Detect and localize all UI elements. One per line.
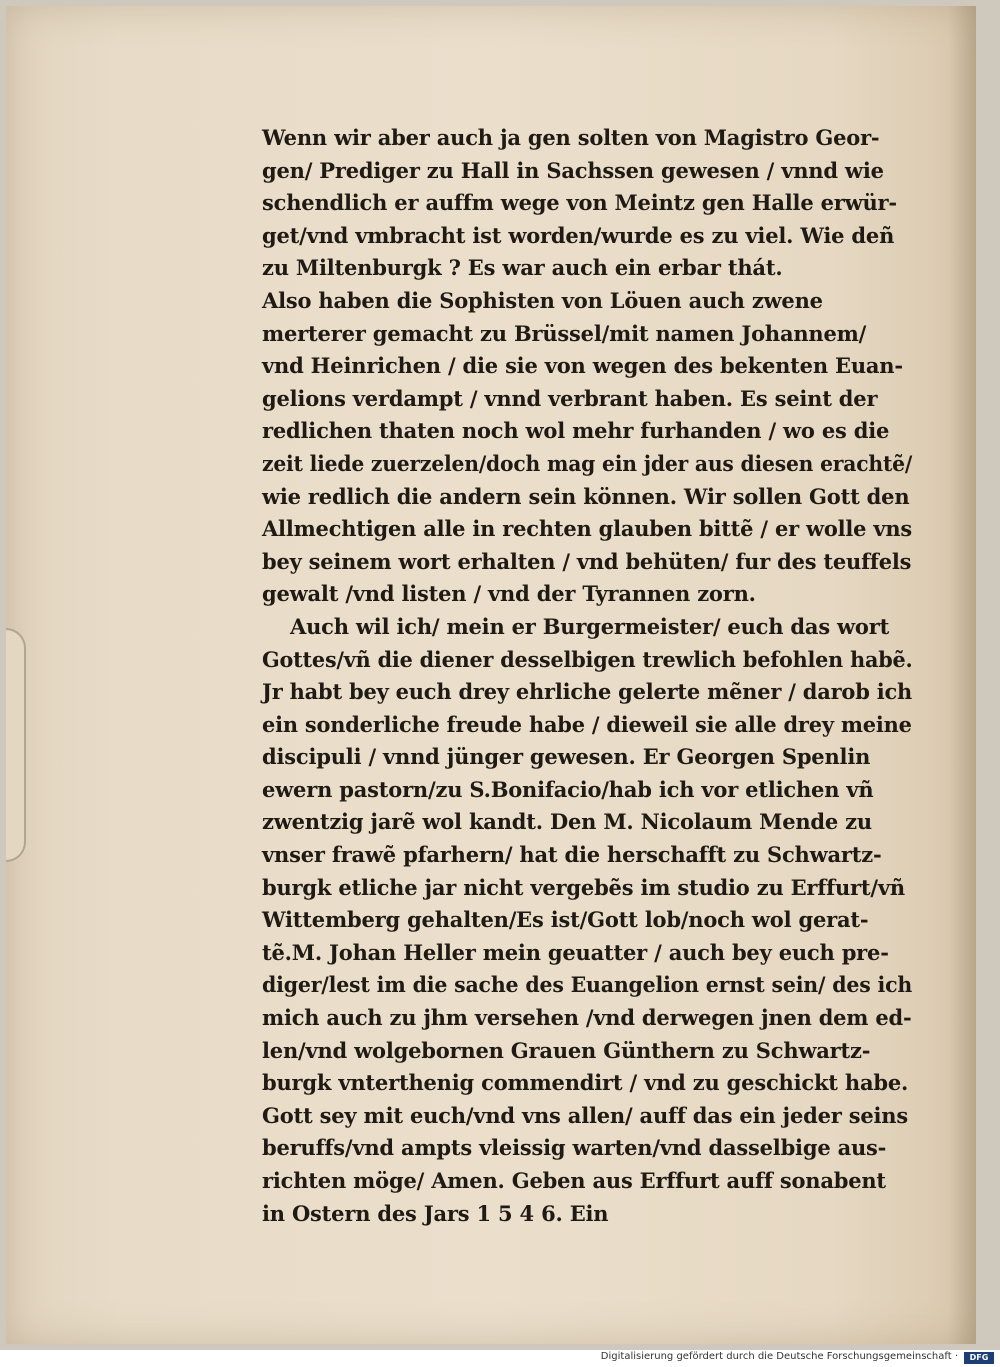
text-line: Allmechtigen alle in rechten glauben bittẽ / er wolle vns (262, 516, 913, 542)
text-line: wie redlich die andern sein können. Wir sollen Gott den (262, 483, 910, 509)
text-line: schendlich er auffm wege von Meintz gen Halle erwür- (262, 190, 897, 216)
text-line: zu Miltenburgk ? Es war auch ein erbar thát. (262, 255, 783, 281)
text-line: Also haben die Sophisten von Löuen auch zwene (262, 287, 823, 313)
text-line: len/vnd wolgebornen Grauen Günthern zu Schwartz- (262, 1037, 871, 1063)
text-line: Auch wil ich/ mein er Burgermeister/ euch das wort (290, 613, 890, 639)
page-edge-shadow (948, 6, 976, 1344)
text-line: discipuli / vnnd jünger gewesen. Er Georgen Spenlin (262, 744, 871, 770)
text-line: vnd Heinrichen / die sie von wegen des bekenten Euan- (262, 353, 903, 379)
text-line: redlichen thaten noch wol mehr furhanden / wo es die (262, 418, 890, 444)
text-line: gelions verdampt / vnnd verbrant haben. Es seint der (262, 385, 878, 411)
body-text (262, 122, 912, 1230)
text-line: zwentzig jarẽ wol kandt. Den M. Nicolaum Mende zu (262, 809, 872, 835)
text-line: Jr habt bey euch drey ehrliche gelerte mẽner / darob ich (262, 679, 913, 705)
text-line: ewern pastorn/zu S.Bonifacio/hab ich vor etlichen vñ (262, 776, 874, 802)
text-line: mich auch zu jhm versehen /vnd derwegen jnen dem ed- (262, 1005, 912, 1031)
text-line: in Ostern des Jars 1 5 4 6. Ein (262, 1200, 609, 1226)
text-line: gen/ Prediger zu Hall in Sachssen gewesen / vnnd wie (262, 157, 884, 183)
digitization-footer (0, 1350, 1000, 1367)
text-line: Gott sey mit euch/vnd vns allen/ auff das ein jeder seins (262, 1102, 908, 1128)
text-line: burgk vnterthenig commendirt / vnd zu geschickt habe. (262, 1070, 909, 1096)
text-line: Wenn wir aber auch ja gen solten von Magistro Geor- (262, 125, 880, 150)
text-line: merterer gemacht zu Brüssel/mit namen Johannem/ (262, 320, 867, 346)
bookmark-tab (6, 628, 26, 862)
text-line: Gottes/vñ die diener desselbigen trewlich befohlen habẽ. (262, 646, 913, 672)
text-line: burgk etliche jar nicht vergebẽs im studio zu Erffurt/vñ (262, 874, 905, 900)
text-line: Wittemberg gehalten/Es ist/Gott lob/noch wol gerat- (262, 907, 869, 933)
text-line: get/vnd vmbracht ist worden/wurde es zu viel. Wie deñ (262, 222, 895, 248)
text-line: tẽ.M. Johan Heller mein geuatter / auch bey euch pre- (262, 939, 889, 965)
text-line: ein sonderliche freude habe / dieweil sie alle drey meine (262, 711, 912, 737)
funding-credit: Digitalisierung gefördert durch die Deutsche Forschungsgemeinschaft · (600, 1351, 958, 1362)
text-line: gewalt /vnd listen / vnd der Tyrannen zorn. (262, 581, 756, 607)
text-line: vnser frawẽ pfarhern/ hat die herschafft zu Schwartz- (262, 842, 882, 868)
text-line: beruffs/vnd ampts vleissig warten/vnd dasselbige aus- (262, 1135, 887, 1161)
text-line: zeit liede zuerzelen/doch mag ein jder aus diesen erachtẽ/ (262, 450, 913, 476)
text-line: diger/lest im die sache des Euangelion ernst sein/ des ich (262, 972, 913, 998)
dfg-logo: DFG (964, 1352, 994, 1364)
text-line: richten möge/ Amen. Geben aus Erffurt auff sonabent (262, 1168, 886, 1193)
text-line: bey seinem wort erhalten / vnd behüten/ fur des teuffels (262, 548, 912, 574)
book-page (6, 6, 976, 1344)
